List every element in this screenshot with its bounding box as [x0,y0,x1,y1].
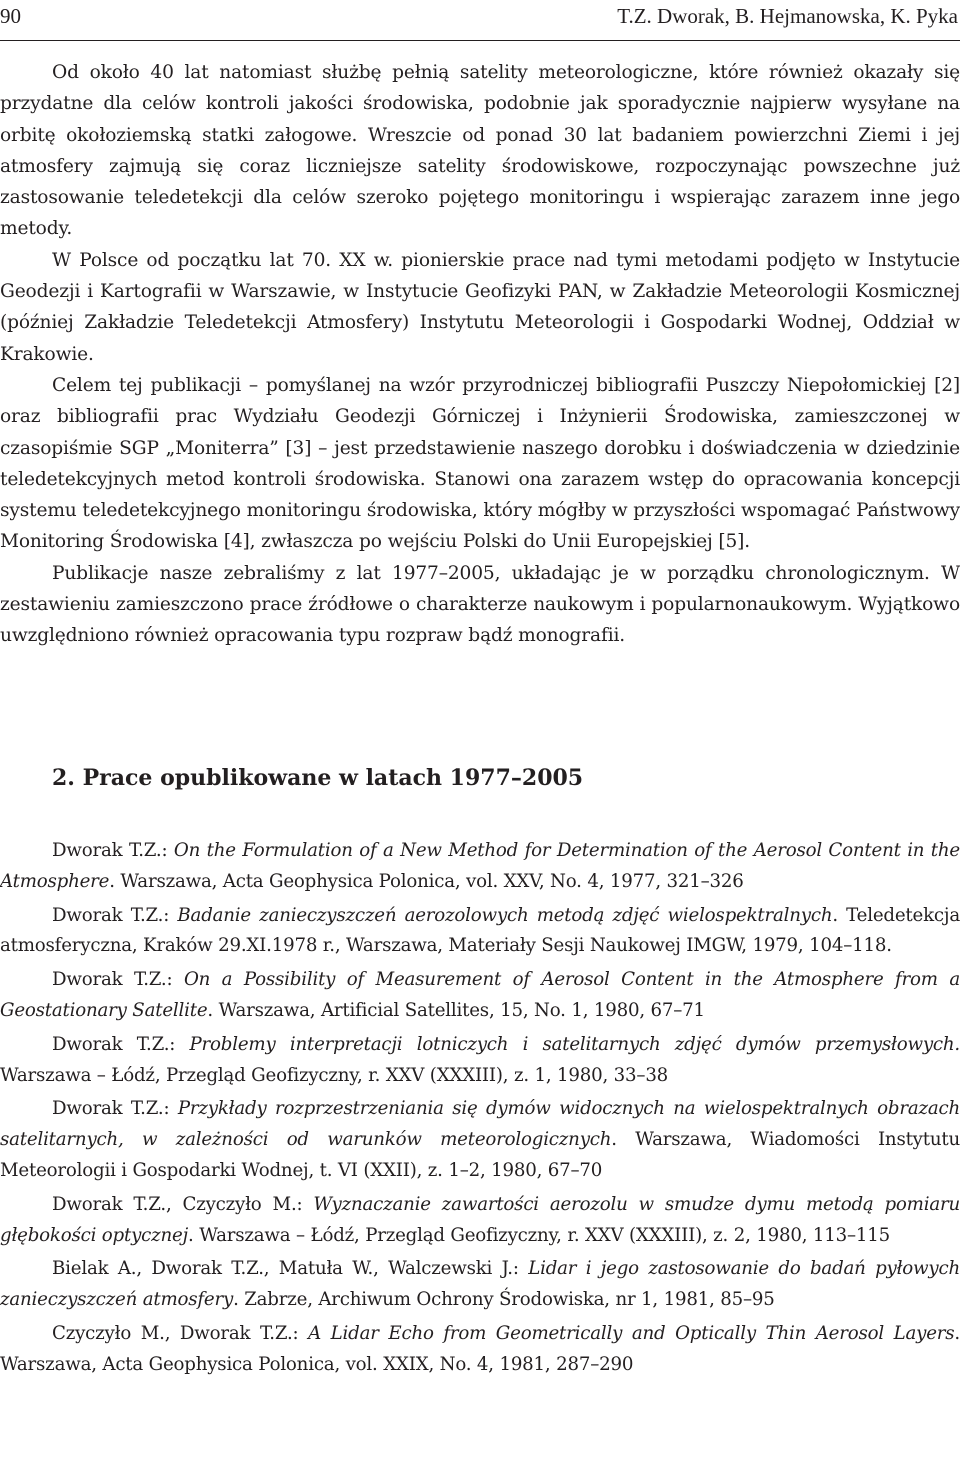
paragraph-satellites: Od około 40 lat natomiast służbę pełnią satelity meteorologiczne, które również okazały się przydatne dla celów kontroli jakości środowiska, podobnie jak sporadycznie najpierw wysyłane na orbitę okołoziemską statki załogowe. Wreszcie od ponad 30 lat badaniem powierzchni Ziemi i jej atmosfery zajmują się coraz liczniejsze satelity środowiskowe, rozpoczynając powszechne już zastosowanie teledetekcji dla celów szeroko pojętego monitoringu i wspierając zarazem inne jego metody. [0,62,960,240]
entry-details: . Warszawa, Wiadomości Instytutu Meteorologii i Gospodarki Wodnej, t. VI (XXII), z. 1–2, 1980, 67–70 [0,1129,960,1181]
entry-title: A Lidar Echo from Geometrically and Optically Thin Aerosol Layers [308,1322,955,1344]
entry-authors: Czyczyło M., Dworak T.Z.: [52,1322,309,1344]
paragraph-publication-aim: Celem tej publikacji – pomyślanej na wzór przyrodniczej bibliografii Puszczy Niepołomickiej [2] oraz bibliografii prac Wydziału Geodezji Górniczej i Inżynierii Środowiska, zamieszczonej w czasopiśmie SGP „Moniterra” [3] – jest przedstawienie naszego dorobku i doświadczenia w dziedzinie teledetekcyjnych metod kontroli środowiska. Stanowi ona zarazem wstęp do opracowania koncepcji systemu teledetekcyjnego monitoringu środowiska, który mógłby w przyszłości wspomagać Państwowy Monitoring Środowiska [4], zwłaszcza po wejściu Polski do Unii Europejskiej [5]. [0,374,960,553]
entry-details: . Warszawa, Acta Geophysica Polonica, vol. XXV, No. 4, 1977, 321–326 [109,870,744,892]
entry-authors: Dworak T.Z.: [52,969,184,991]
paragraph-poland-research: W Polsce od początku lat 70. XX w. pionierskie prace nad tymi metodami podjęto w Instytucie Geodezji i Kartografii w Warszawie, w Instytucie Geofizyki PAN, w Zakładzie Meteorologii Kosmicznej (później Zakładzie Teledetekcji Atmosfery) Instytutu Meteorologii i Gospodarki Wodnej, Oddział w Krakowie. [0,249,960,365]
entry-authors: Dworak T.Z., Czyczyło M.: [52,1193,314,1215]
bibliography-entry [0,965,960,1027]
entry-authors: Dworak T.Z.: [52,1098,178,1120]
section-heading: 2. Prace opublikowane w latach 1977–2005 [52,765,584,791]
entry-title: Problemy interpretacji lotniczych i satelitarnych zdjęć dymów przemysłowych. [189,1033,960,1055]
bibliography-entry [0,901,960,963]
entry-authors: Dworak T.Z.: [52,840,174,861]
entry-authors: Dworak T.Z.: [52,904,178,926]
entry-authors: Dworak T.Z.: [52,1033,190,1055]
entry-title: Przykłady rozprzestrzeniania się dymów widocznych na wielospektralnych obrazach satelitarnych, w zależności od warunków meteorologicznych [0,1098,960,1151]
bibliography-entry [0,1319,960,1381]
bibliography-entry [0,836,960,898]
entry-title: On the Formulation of a New Method for Determination of the Aerosol Content in the Atmosphere [0,840,960,892]
bibliography-entry [0,1094,960,1186]
bibliography-list [0,836,960,1384]
entry-details: . Zabrze, Archiwum Ochrony Środowiska, nr 1, 1981, 85–95 [233,1289,775,1311]
running-header [0,0,960,41]
bibliography-entry [0,1190,960,1252]
entry-title: On a Possibility of Measurement of Aerosol Content in the Atmosphere from a Geostationary Satellite [0,969,960,1021]
entry-details: . Warszawa – Łódź, Przegląd Geofizyczny, r. XXV (XXXIII), z. 2, 1980, 113–115 [188,1224,891,1246]
bibliography-entry [0,1254,960,1316]
paragraph-publication-scope: Publikacje nasze zebraliśmy z lat 1977–2005, układając je w porządku chronologicznym. W zestawieniu zamieszczono prace źródłowe o charakterze naukowym i popularnonaukowym. Wyjątkowo uwzględniono również opracowania typu rozpraw bądź monografii. [0,562,960,647]
entry-title: Badanie zanieczyszczeń aerozolowych metodą zdjęć wielospektralnych [177,904,833,926]
page-number: 90 [0,4,21,28]
entry-authors: Bielak A., Dworak T.Z., Matuła W., Walczewski J.: [52,1258,529,1280]
bibliography-entry [0,1030,960,1092]
running-header-authors: T.Z. Dworak, B. Hejmanowska, K. Pyka [617,4,958,28]
entry-title: Lidar i jego zastosowanie do badań pyłowych zanieczyszczeń atmosfery [0,1258,960,1311]
entry-details: . Teledetekcja atmosferyczna, Kraków 29.XI.1978 r., Warszawa, Materiały Sesji Naukowej IMGW, 1979, 104–118. [0,904,960,957]
entry-details: . Warszawa, Artificial Satellites, 15, No. 1, 1980, 67–71 [207,999,705,1021]
body-text [0,57,960,652]
entry-details: Warszawa – Łódź, Przegląd Geofizyczny, r. XXV (XXXIII), z. 1, 1980, 33–38 [0,1064,669,1086]
entry-details: . Warszawa, Acta Geophysica Polonica, vol. XXIX, No. 4, 1981, 287–290 [0,1322,960,1375]
entry-title: Wyznaczanie zawartości aerozolu w smudze dymu metodą pomiaru głębokości optycznej [0,1193,960,1246]
